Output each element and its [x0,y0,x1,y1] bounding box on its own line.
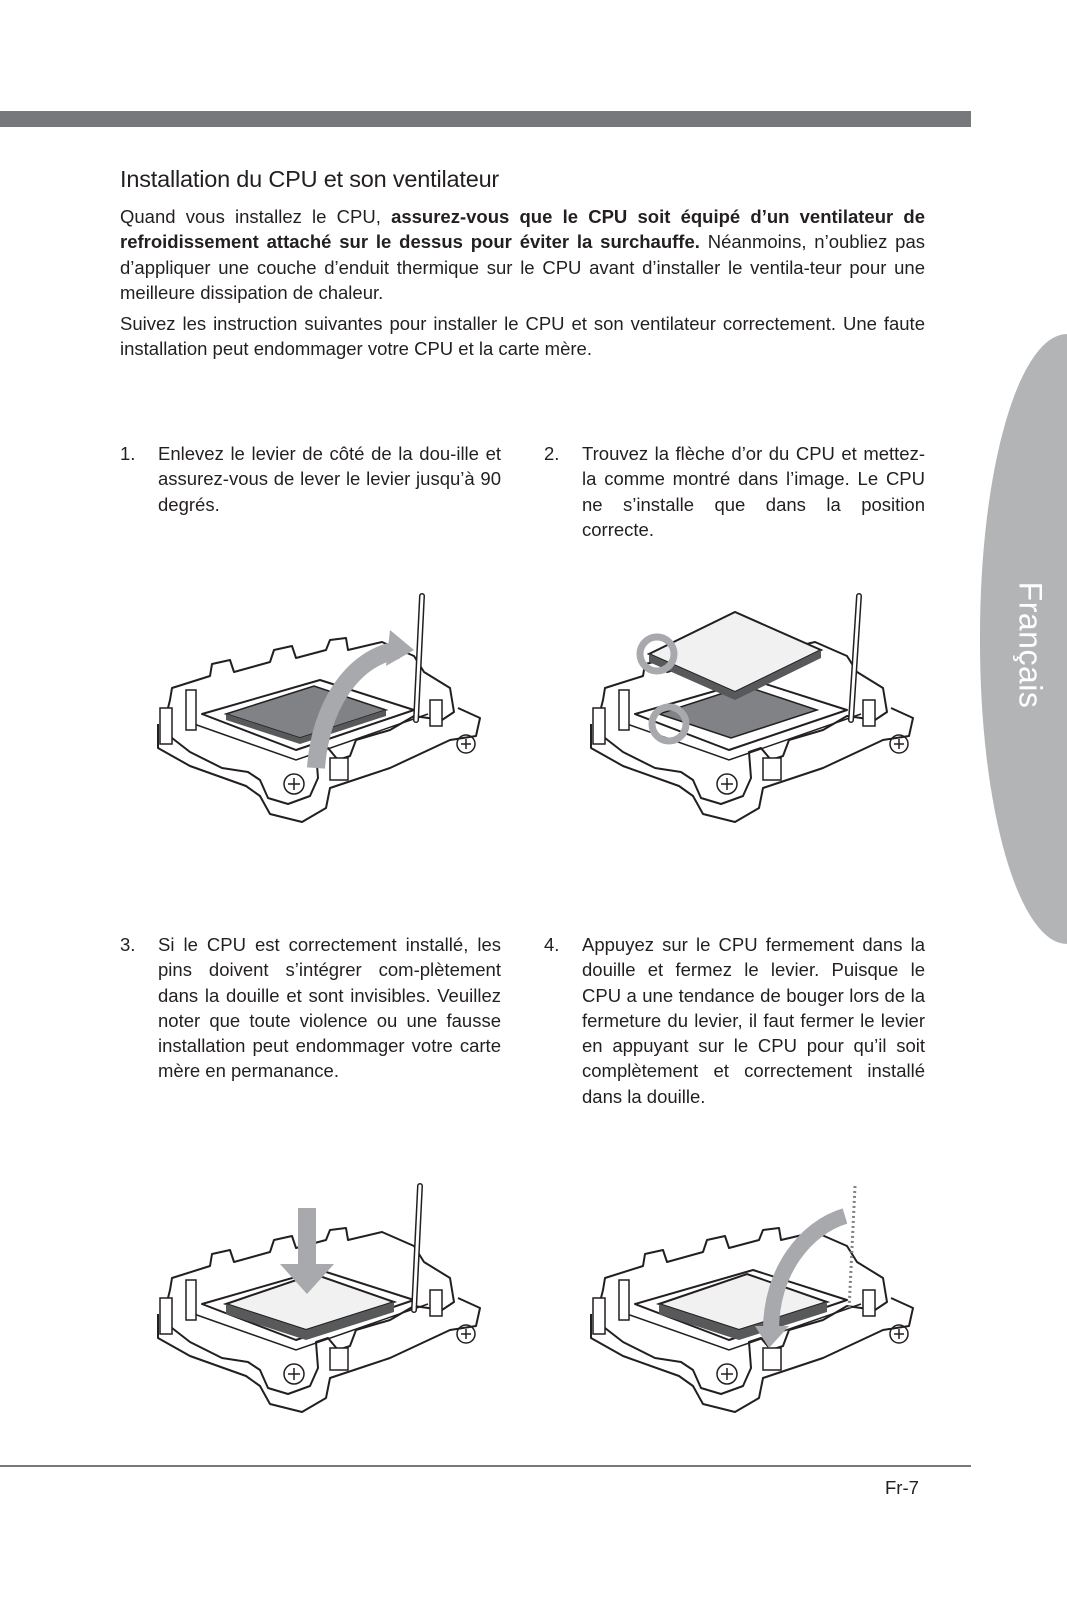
header-bar [0,111,971,127]
step-number: 1. [120,443,136,464]
page-number: Fr-7 [885,1477,919,1498]
step-number: 4. [544,934,560,955]
step-text: Trouvez la flèche d’or du CPU et mettez-la comme montré dans l’image. Le CPU ne s’installe que dans la position correcte. [582,443,925,540]
cpu-alignment-illustration [575,590,920,825]
cpu-insert-illustration [150,1180,495,1420]
step-text: Si le CPU est correctement installé, les pins doivent s’intégrer com-plètement dans la douille et sont invisibles. Veuillez noter que toute violence ou une fausse installation peut endommager votre carte mère en permanance. [158,934,501,1082]
step-text: Enlevez le levier de côté de la dou-ille et assurez-vous de lever le levier jusqu’à 90 degrés. [158,443,501,515]
intro-p1-end: Néanmoins, n’oubliez pas d’appliquer une couche d’enduit thermique sur le CPU avant d’installer le ventila-teur pour une meilleure dissipation de chaleur. [120,231,925,303]
step-text: Appuyez sur le CPU fermement dans la douille et fermez le levier. Puisque le CPU a une tendance de bouger lors de la fermeture du levier, il faut fermer le levier en appuyant sur le CPU pour qu’il soit complètement et correctement installé dans la douille. [582,934,925,1107]
socket-lever-close-illustration [575,1180,920,1420]
intro-p1-bold: assurez-vous que le CPU soit équipé d’un ventilateur de refroidissement attaché sur le dessus pour éviter la surchauffe. [120,206,925,253]
socket-lever-up-illustration [150,590,495,825]
step-number: 2. [544,443,560,464]
intro-paragraph-2: Suivez les instruction suivantes pour installer le CPU et son ventilateur correctement. Une faute installation peut endommager votre CPU et la carte mère. [120,313,925,360]
intro-paragraph-1 [120,204,925,305]
intro-p1-start: Quand vous installez le CPU, [120,206,392,227]
intro-text [120,204,925,368]
footer-rule [0,1465,971,1467]
section-title: Installation du CPU et son ventilateur [120,166,500,192]
step-number: 3. [120,934,136,955]
language-tab-label: Français [1012,581,1049,709]
